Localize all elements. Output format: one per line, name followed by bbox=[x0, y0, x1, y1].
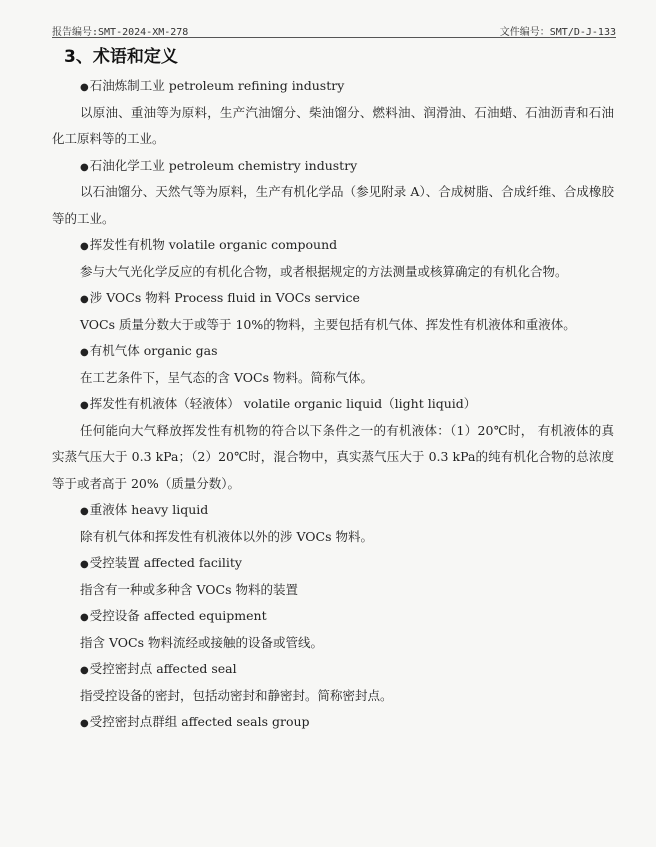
term-definition: 指受控设备的密封，包括动密封和静密封。简称密封点。 bbox=[80, 687, 393, 703]
bullet-icon: ● bbox=[80, 718, 89, 729]
bullet-icon: ● bbox=[80, 161, 89, 173]
term-title: 涉 VOCs 物料 Process fluid in VOCs service bbox=[89, 290, 360, 305]
page-header bbox=[52, 21, 616, 38]
term-title: 挥发性有机物 volatile organic compound bbox=[89, 237, 338, 252]
term-definition: VOCs 质量分数大于或等于 10%的物料，主要包括有机气体、挥发性有机液体和重液体。 bbox=[80, 316, 576, 332]
term-title: 受控密封点 affected seal bbox=[89, 661, 237, 676]
term-definition: 指含 VOCs 物料流经或接触的设备或管线。 bbox=[80, 634, 323, 650]
term-title: 受控装置 affected facility bbox=[89, 555, 242, 570]
term-definition: 在工艺条件下，呈气态的含 VOCs 物料。简称气体。 bbox=[80, 369, 373, 385]
definition-entry bbox=[52, 338, 614, 391]
definition-entry bbox=[52, 153, 614, 233]
term-title: 石油化学工业 petroleum chemistry industry bbox=[89, 157, 358, 173]
term-definition: 以石油馏分、天然气等为原料，生产有机化学品（参见附录 A）、合成树脂、合成纤维、合成橡胶等的工业。 bbox=[52, 184, 614, 226]
term-title: 石油炼制工业 petroleum refining industry bbox=[89, 78, 345, 93]
term-definition: 指含有一种或多种含 VOCs 物料的装置 bbox=[80, 581, 298, 597]
definition-entry bbox=[52, 550, 614, 603]
definition-entry bbox=[52, 603, 614, 656]
bullet-icon: ● bbox=[80, 347, 89, 358]
definition-entry bbox=[52, 656, 614, 709]
bullet-icon: ● bbox=[80, 400, 89, 411]
term-definition: 任何能向大气释放挥发性有机物的符合以下条件之一的有机液体：（1）20℃时， 有机液体的真实蒸气压大于 0.3 kPa；（2）20℃时，混合物中，真实蒸气压大于 0.3 kPa的纯有机化合物的总浓度等于或者高于 20%（质量分数）。 bbox=[52, 422, 614, 491]
term-definition: 参与大气光化学反应的有机化合物，或者根据规定的方法测量或核算确定的有机化合物。 bbox=[80, 263, 568, 279]
term-title: 受控设备 affected equipment bbox=[89, 608, 267, 623]
term-title: 挥发性有机液体（轻液体） volatile organic liquid（light liquid） bbox=[89, 396, 477, 411]
definition-entry bbox=[52, 709, 614, 736]
definitions-list bbox=[52, 73, 614, 736]
document-number: 文件编号：SMT/D-J-133 bbox=[499, 27, 616, 38]
term-definition: 除有机气体和挥发性有机液体以外的涉 VOCs 物料。 bbox=[80, 528, 373, 544]
bullet-icon: ● bbox=[80, 241, 89, 252]
bullet-icon: ● bbox=[80, 559, 89, 570]
report-number: 报告编号:SMT-2024-XM-278 bbox=[52, 27, 189, 38]
definition-entry bbox=[52, 497, 614, 550]
definition-entry bbox=[52, 285, 614, 338]
term-title: 受控密封点群组 affected seals group bbox=[89, 714, 310, 729]
section-title: 3、术语和定义 bbox=[64, 47, 178, 67]
definition-entry bbox=[52, 232, 614, 285]
term-definition: 以原油、重油等为原料，生产汽油馏分、柴油馏分、燃料油、润滑油、石油蜡、石油沥青和石油化工原料等的工业。 bbox=[52, 104, 614, 146]
bullet-icon: ● bbox=[80, 612, 89, 623]
term-title: 重液体 heavy liquid bbox=[89, 502, 209, 517]
bullet-icon: ● bbox=[80, 506, 89, 517]
bullet-icon: ● bbox=[80, 82, 89, 93]
bullet-icon: ● bbox=[80, 294, 89, 305]
definition-entry bbox=[52, 391, 614, 497]
bullet-icon: ● bbox=[80, 665, 89, 676]
term-title: 有机气体 organic gas bbox=[89, 343, 218, 358]
definition-entry bbox=[52, 73, 614, 153]
